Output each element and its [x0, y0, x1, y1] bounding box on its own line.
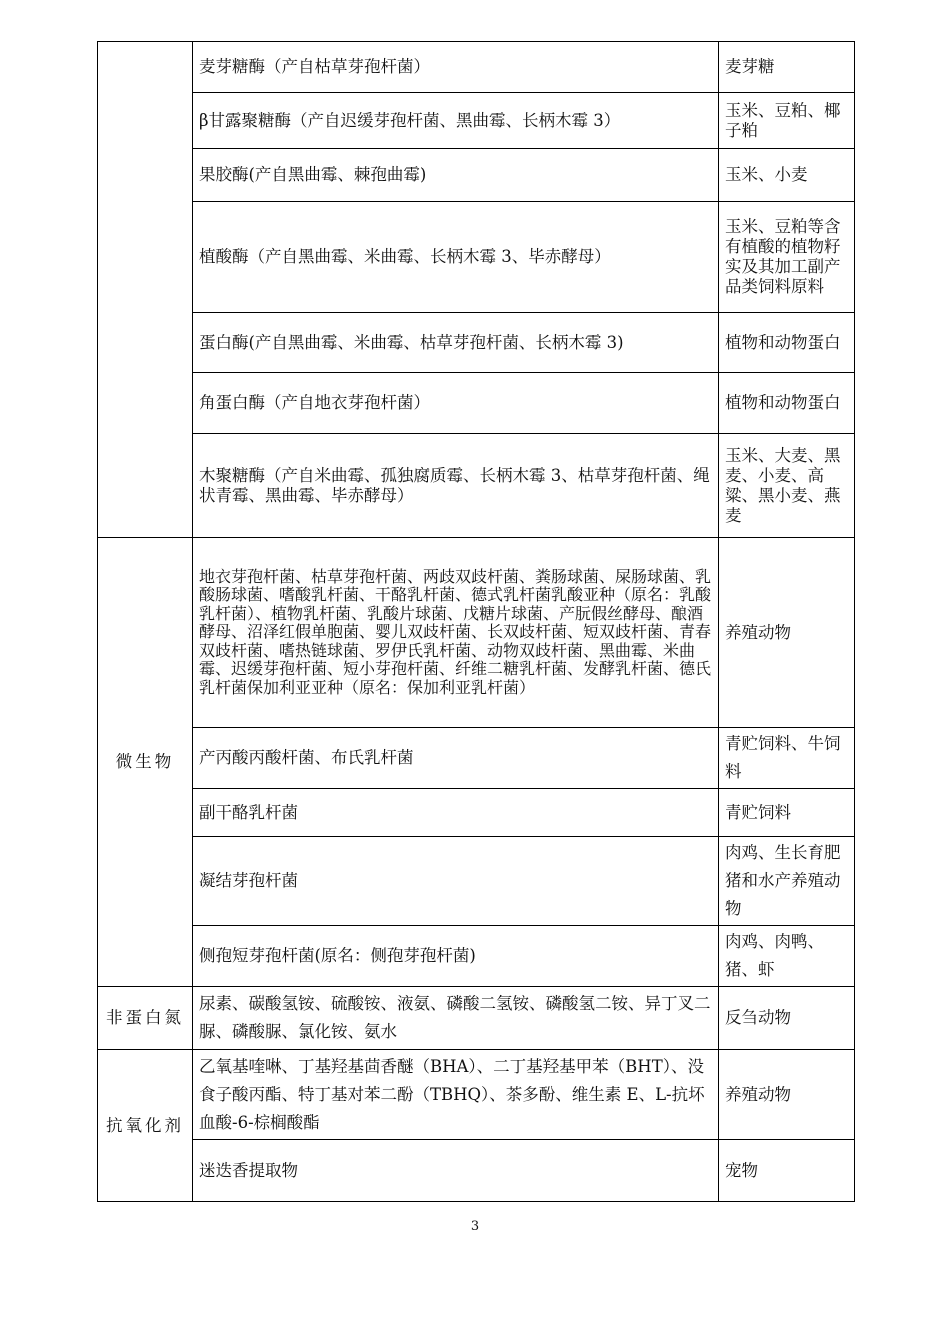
applicable-scope: 植物和动物蛋白 — [719, 373, 855, 434]
table-row — [98, 987, 855, 1050]
additive-name: 迷迭香提取物 — [193, 1140, 719, 1202]
page-number: 3 — [470, 1219, 480, 1234]
additive-name: 地衣芽孢杆菌、枯草芽孢杆菌、两歧双歧杆菌、粪肠球菌、屎肠球菌、乳酸肠球菌、嗜酸乳杆菌、干酪乳杆菌、德式乳杆菌乳酸亚种（原名：乳酸乳杆菌）、植物乳杆菌、乳酸片球菌、戊糖片球菌、产朊假丝酵母、酿酒酵母、沼泽红假单胞菌、婴儿双歧杆菌、长双歧杆菌、短双歧杆菌、青春双歧杆菌、嗜热链球菌、罗伊氏乳杆菌、动物双歧杆菌、黑曲霉、米曲霉、迟缓芽孢杆菌、短小芽孢杆菌、纤维二糖乳杆菌、发酵乳杆菌、德氏乳杆菌保加利亚亚种（原名：保加利亚乳杆菌） — [193, 538, 719, 728]
table-row — [98, 202, 855, 313]
additive-name: 产丙酸丙酸杆菌、布氏乳杆菌 — [193, 728, 719, 789]
applicable-scope: 养殖动物 — [719, 538, 855, 728]
additive-name: 角蛋白酶（产自地衣芽孢杆菌） — [193, 373, 719, 434]
category-cell-enzymes-empty — [98, 42, 193, 538]
additive-name: 乙氧基喹啉、丁基羟基茴香醚（BHA）、二丁基羟基甲苯（BHT）、没食子酸丙酯、特丁基对苯二酚（TBHQ）、茶多酚、维生素 E、L-抗坏血酸-6-棕榈酸酯 — [193, 1050, 719, 1140]
table-row — [98, 1050, 855, 1140]
applicable-scope: 宠物 — [719, 1140, 855, 1202]
additive-name: 凝结芽孢杆菌 — [193, 837, 719, 926]
applicable-scope: 玉米、大麦、黑麦、小麦、高粱、黑小麦、燕麦 — [719, 434, 855, 538]
additive-name: 麦芽糖酶（产自枯草芽孢杆菌） — [193, 42, 719, 93]
additive-name: 植酸酶（产自黑曲霉、米曲霉、长柄木霉 3、毕赤酵母） — [193, 202, 719, 313]
applicable-scope: 养殖动物 — [719, 1050, 855, 1140]
applicable-scope: 玉米、豆粕、椰子粕 — [719, 93, 855, 149]
table-row — [98, 434, 855, 538]
applicable-scope: 肉鸡、肉鸭、猪、虾 — [719, 926, 855, 987]
applicable-scope: 青贮饲料 — [719, 789, 855, 837]
applicable-scope: 植物和动物蛋白 — [719, 313, 855, 373]
table-row — [98, 837, 855, 926]
table-row — [98, 789, 855, 837]
additive-name: 侧孢短芽孢杆菌(原名：侧孢芽孢杆菌) — [193, 926, 719, 987]
applicable-scope: 肉鸡、生长育肥猪和水产养殖动物 — [719, 837, 855, 926]
applicable-scope: 玉米、小麦 — [719, 149, 855, 202]
table-row — [98, 728, 855, 789]
additive-table — [97, 41, 855, 1202]
table-row — [98, 538, 855, 728]
additive-name: 副干酪乳杆菌 — [193, 789, 719, 837]
category-microbes: 微生物 — [98, 538, 193, 987]
table-row — [98, 93, 855, 149]
applicable-scope: 麦芽糖 — [719, 42, 855, 93]
additive-name: 尿素、碳酸氢铵、硫酸铵、液氨、磷酸二氢铵、磷酸氢二铵、异丁叉二脲、磷酸脲、氯化铵、氨水 — [193, 987, 719, 1050]
applicable-scope: 青贮饲料、牛饲料 — [719, 728, 855, 789]
applicable-scope: 反刍动物 — [719, 987, 855, 1050]
category-non-protein-nitrogen: 非蛋白氮 — [98, 987, 193, 1050]
table-row — [98, 926, 855, 987]
table-row — [98, 42, 855, 93]
table-row — [98, 313, 855, 373]
table-row — [98, 1140, 855, 1202]
additive-name: 木聚糖酶（产自米曲霉、孤独腐质霉、长柄木霉 3、枯草芽孢杆菌、绳状青霉、黑曲霉、毕赤酵母） — [193, 434, 719, 538]
additive-name: 蛋白酶(产自黑曲霉、米曲霉、枯草芽孢杆菌、长柄木霉 3) — [193, 313, 719, 373]
additive-name: β甘露聚糖酶（产自迟缓芽孢杆菌、黑曲霉、长柄木霉 3） — [193, 93, 719, 149]
category-antioxidants: 抗氧化剂 — [98, 1050, 193, 1202]
additive-name: 果胶酶(产自黑曲霉、棘孢曲霉) — [193, 149, 719, 202]
applicable-scope: 玉米、豆粕等含有植酸的植物籽实及其加工副产品类饲料原料 — [719, 202, 855, 313]
table-row — [98, 373, 855, 434]
table-row — [98, 149, 855, 202]
